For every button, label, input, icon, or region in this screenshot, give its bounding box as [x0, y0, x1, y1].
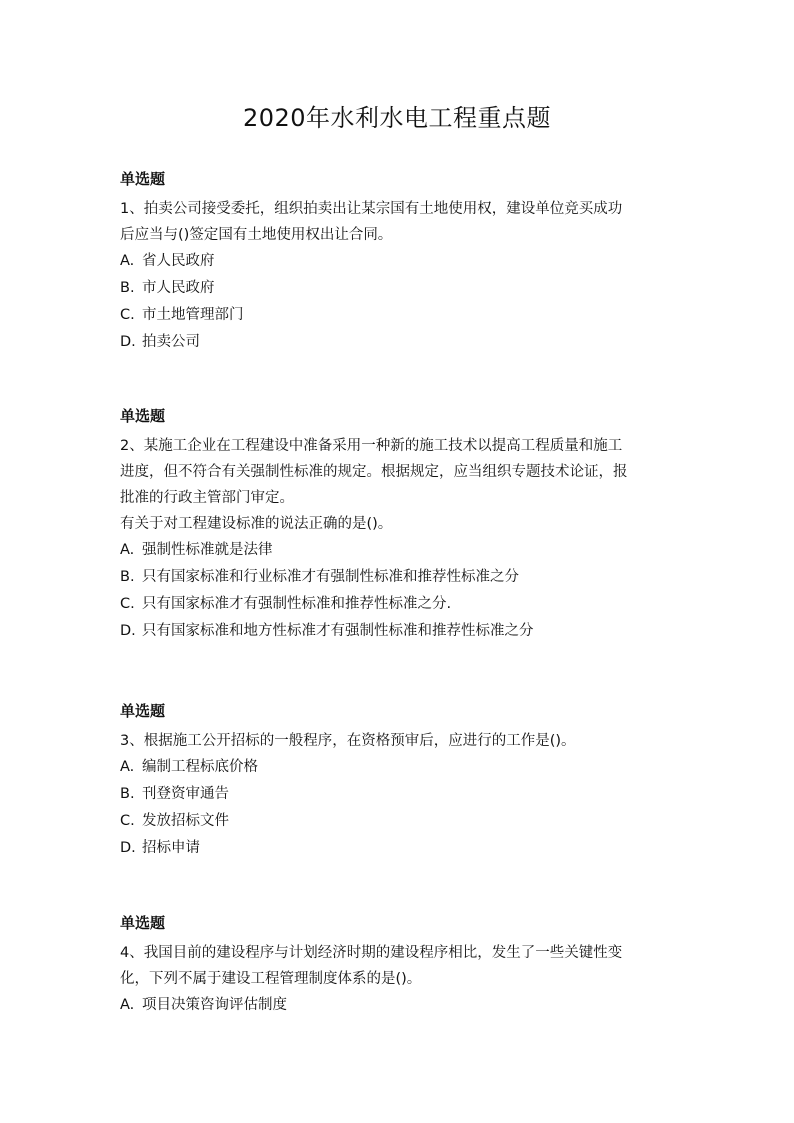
option-text: 刊登资审通告: [142, 786, 229, 802]
question-3: [120, 700, 680, 862]
option-text: 省人民政府: [142, 253, 215, 269]
question-stem: 4、我国目前的建设程序与计划经济时期的建设程序相比，发生了一些关键性变 化，下列不属于建设工程管理制度体系的是()。: [120, 945, 623, 987]
option-text: 强制性标准就是法律: [142, 542, 273, 558]
option-letter: B.: [120, 280, 135, 296]
question-stem: 1、拍卖公司接受委托，组织拍卖出让某宗国有土地使用权，建设单位竞买成功 后应当与()签定国有土地使用权出让合同。: [120, 201, 623, 243]
option-text: 项目决策咨询评估制度: [142, 997, 287, 1013]
option-b: [120, 564, 680, 591]
option-letter: D.: [120, 840, 136, 856]
document-title: 2020年水利水电工程重点题: [242, 104, 552, 132]
option-letter: B.: [120, 786, 135, 802]
option-letter: D.: [120, 334, 136, 350]
option-a: [120, 537, 680, 564]
option-text: 拍卖公司: [142, 334, 200, 350]
option-a: [120, 754, 680, 781]
option-letter: C.: [120, 813, 135, 829]
option-d: [120, 329, 680, 356]
question-type-label: 单选题: [120, 914, 166, 932]
question-2: [120, 405, 680, 645]
option-c: [120, 302, 680, 329]
question-4: [120, 912, 680, 1019]
option-text: 市人民政府: [142, 280, 215, 296]
option-a: [120, 992, 680, 1019]
option-letter: C.: [120, 307, 135, 323]
option-text: 市土地管理部门: [142, 307, 244, 323]
option-c: [120, 591, 680, 618]
option-b: [120, 275, 680, 302]
option-letter: B.: [120, 569, 135, 585]
option-letter: C.: [120, 596, 135, 612]
option-text: 发放招标文件: [142, 813, 229, 829]
option-letter: A.: [120, 759, 135, 775]
question-stem: 3、根据施工公开招标的一般程序，在资格预审后，应进行的工作是()。: [120, 733, 576, 749]
question-type-label: 单选题: [120, 702, 166, 720]
option-letter: A.: [120, 997, 135, 1013]
option-b: [120, 781, 680, 808]
option-a: [120, 248, 680, 275]
option-text: 只有国家标准才有强制性标准和推荐性标准之分.: [142, 596, 452, 612]
question-type-label: 单选题: [120, 170, 166, 188]
option-letter: A.: [120, 542, 135, 558]
option-letter: D.: [120, 623, 136, 639]
option-letter: A.: [120, 253, 135, 269]
option-d: [120, 618, 680, 645]
option-text: 招标申请: [142, 840, 200, 856]
question-type-label: 单选题: [120, 407, 166, 425]
option-text: 只有国家标准和地方性标准才有强制性标准和推荐性标准之分: [142, 623, 534, 639]
option-d: [120, 835, 680, 862]
option-text: 编制工程标底价格: [142, 759, 258, 775]
question-1: [120, 168, 680, 356]
question-prompt: 有关于对工程建设标准的说法正确的是()。: [120, 516, 393, 532]
option-text: 只有国家标准和行业标准才有强制性标准和推荐性标准之分: [142, 569, 519, 585]
question-stem: 2、某施工企业在工程建设中准备采用一种新的施工技术以提高工程质量和施工 进度，但不符合有关强制性标准的规定。根据规定，应当组织专题技术论证，报 批准的行政主管部门审定。: [120, 438, 628, 506]
option-c: [120, 808, 680, 835]
